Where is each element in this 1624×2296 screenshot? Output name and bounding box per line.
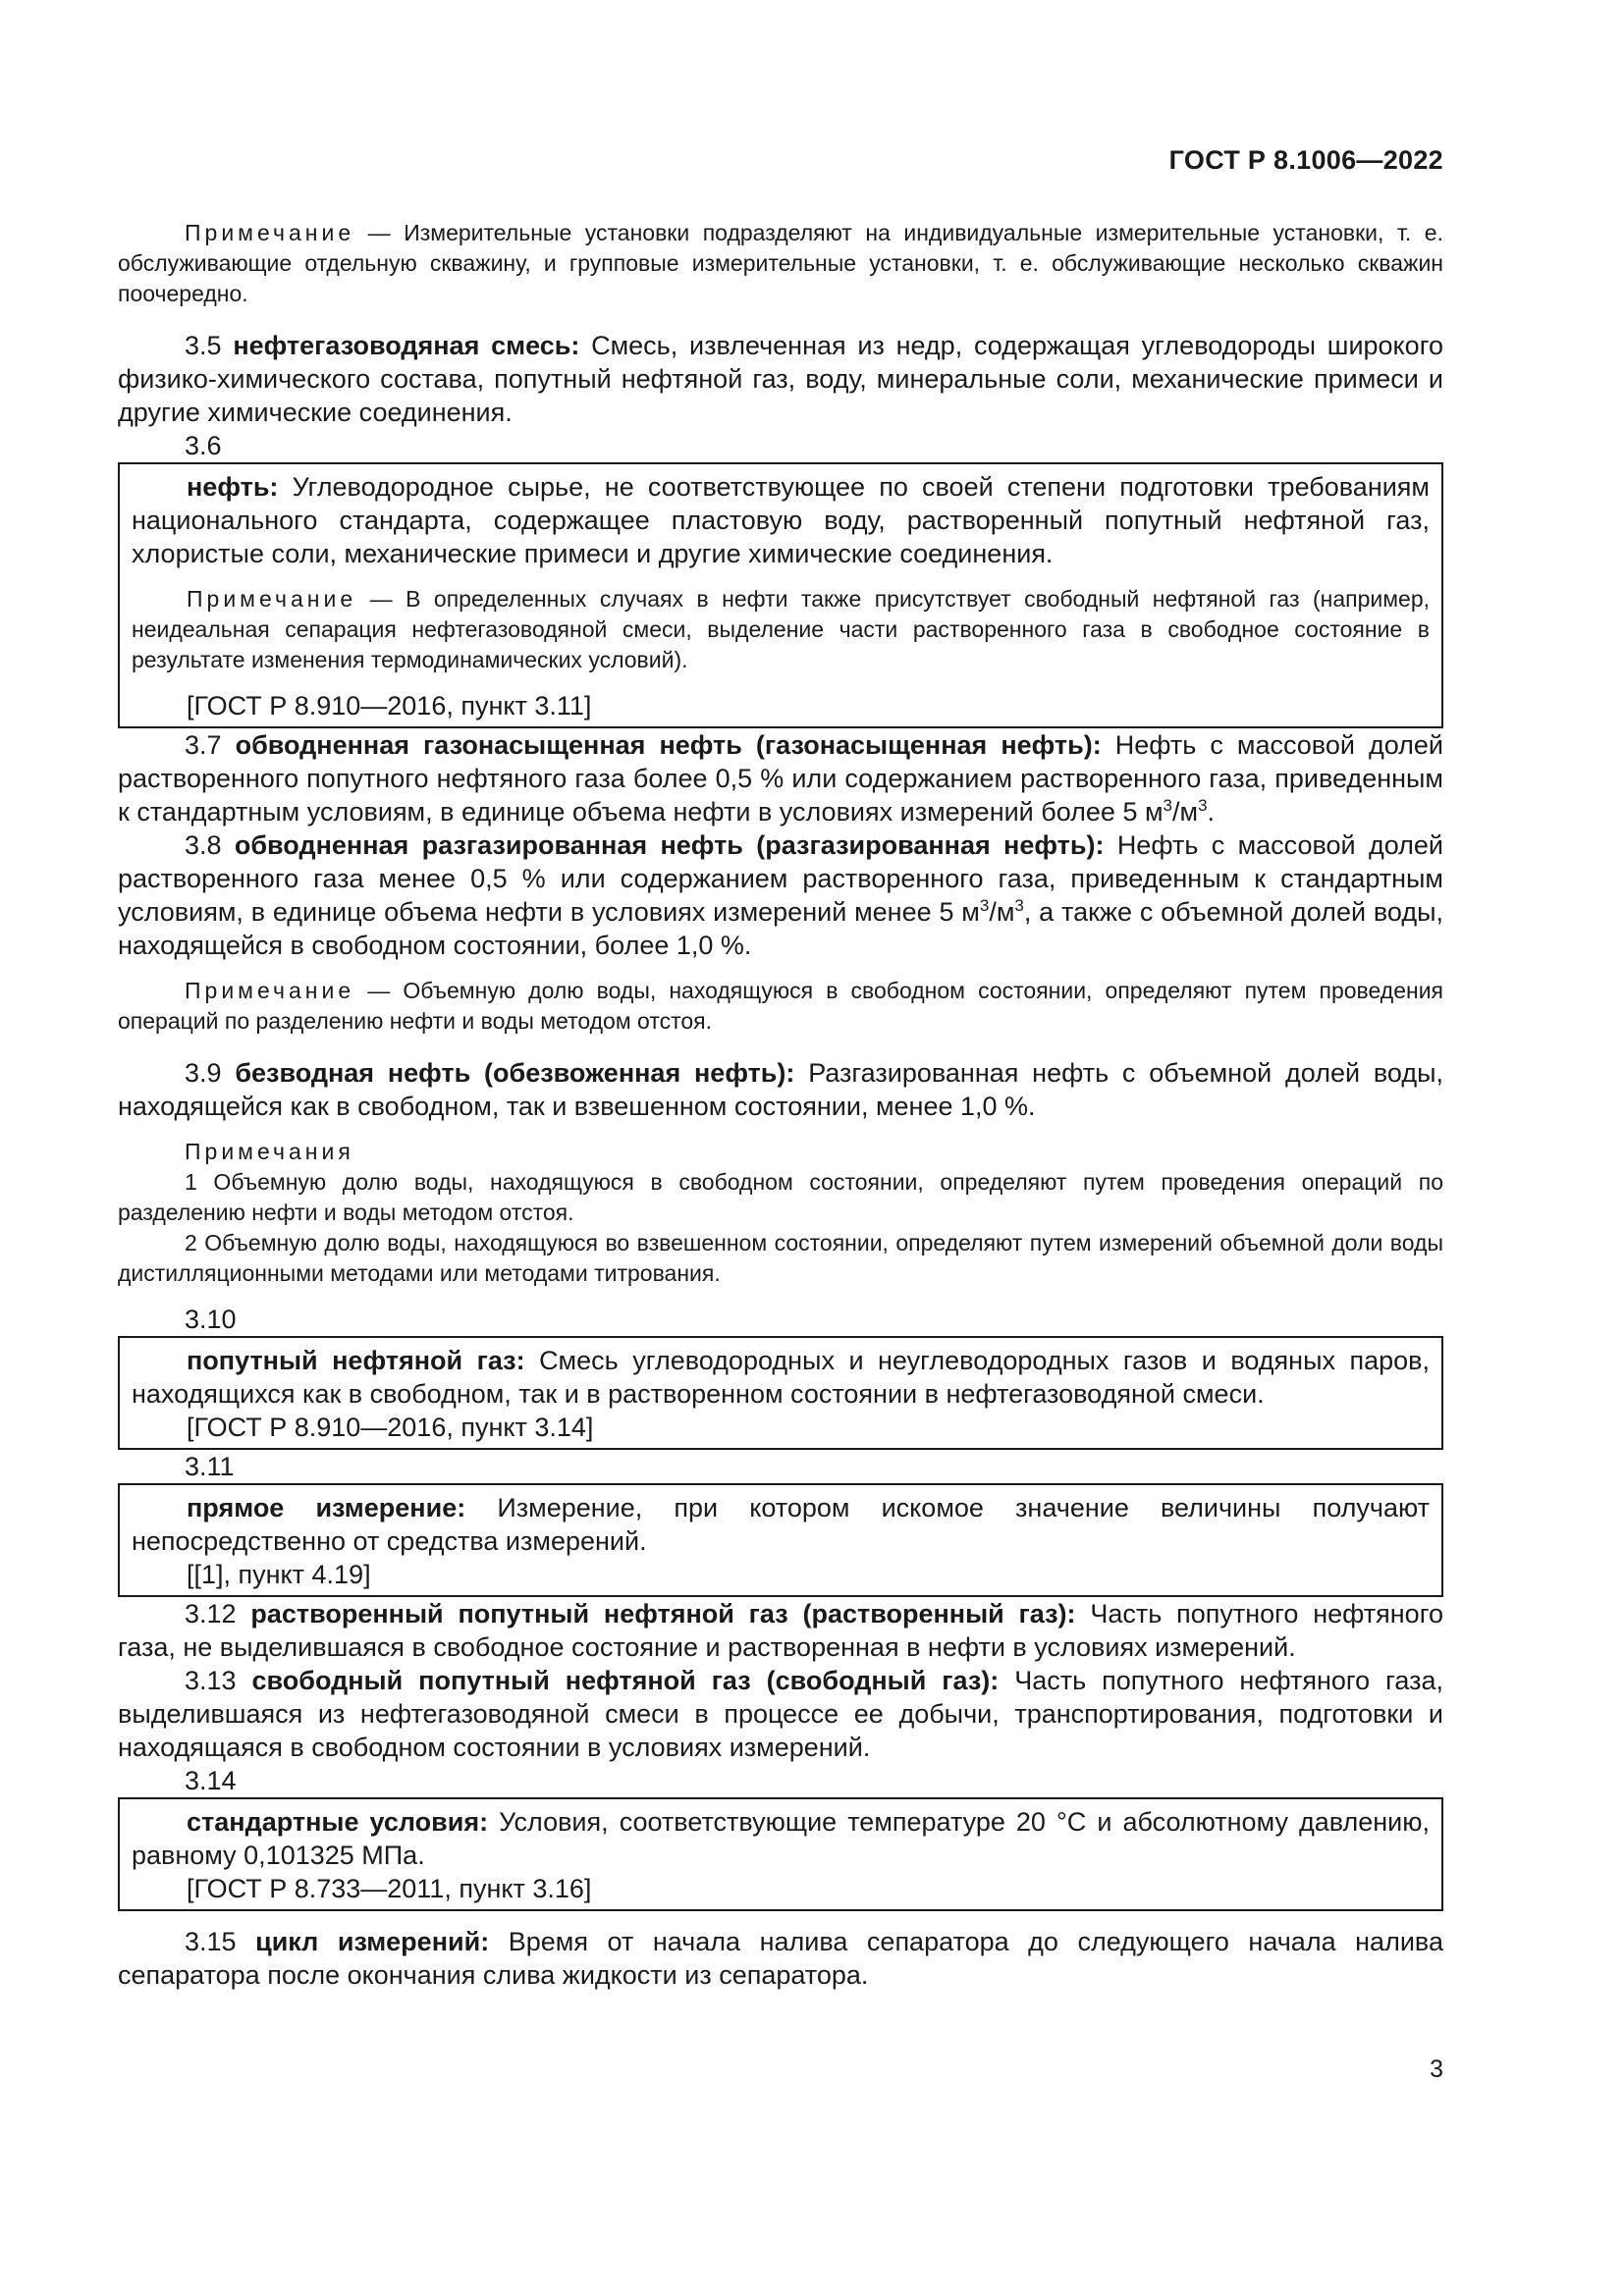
definition-3-10: попутный нефтяной газ: Смесь углеводородных и неуглеводородных газов и водяных паров, находящихся как в свободном, так и в растворенном состоянии в нефтегазоводяной смеси. xyxy=(132,1346,1430,1409)
term: свободный попутный нефтяной газ (свободный газ): xyxy=(251,1666,1000,1695)
term: цикл измерений: xyxy=(255,1927,490,1956)
definition-3-14: стандартные условия: Условия, соответствующие температуре 20 °C и абсолютному давлению, равному 0,101325 МПа. xyxy=(132,1807,1430,1870)
term: растворенный попутный нефтяной газ (растворенный газ): xyxy=(250,1599,1076,1629)
term: нефть: xyxy=(187,472,279,502)
definition-3-11: прямое измерение: Измерение, при котором искомое значение величины получают непосредственно от средства измерений. xyxy=(132,1493,1430,1556)
definition-3-7: 3.7 обводненная газонасыщенная нефть (газонасыщенная нефть): Нефть с массовой долей растворенного попутного нефтяного газа более 0,5 % или содержанием растворенного газа, приведенным к стандартным условиям, в единице объема нефти в условиях измерений более 5 $м^3/м^3$. xyxy=(118,730,1443,827)
note-3-8: Примечание — Объемную долю воды, находящуюся в свободном состоянии, определяют путем проведения операций по разделению нефти и воды методом отстоя. xyxy=(118,978,1444,1034)
definition-3-12: 3.12 растворенный попутный нефтяной газ (растворенный газ): Часть попутного нефтяного газа, не выделившаяся в свободное состояние и растворенная в нефти в условиях измерений. xyxy=(118,1599,1443,1662)
source-reference: [ГОСТ Р 8.910—2016, пункт 3.11] xyxy=(187,691,592,721)
term: обводненная газонасыщенная нефть (газонасыщенная нефть): xyxy=(235,730,1102,760)
source-reference: [ГОСТ Р 8.733—2011, пункт 3.16] xyxy=(187,1874,592,1903)
document-page xyxy=(118,0,1443,2296)
definition-3-9: 3.9 безводная нефть (обезвоженная нефть): Разгазированная нефть с объемной долей воды, находящейся как в свободном, так и взвешенном состоянии, менее 1,0 %. xyxy=(118,1058,1443,1121)
term: нефтегазоводяная смесь: xyxy=(233,331,580,360)
source-reference: [[1], пункт 4.19] xyxy=(187,1560,371,1589)
source-reference: [ГОСТ Р 8.910—2016, пункт 3.14] xyxy=(187,1413,594,1442)
clause-number-3-6: 3.6 xyxy=(185,431,222,460)
note-item: 2 Объемную долю воды, находящуюся во взвешенном состоянии, определяют путем измерений объемной доли воды дистилляционными методами или методами титрования. xyxy=(118,1230,1443,1286)
term: прямое измерение: xyxy=(187,1493,466,1522)
definition-box-3-6 xyxy=(118,462,1443,728)
definition-3-13: 3.13 свободный попутный нефтяной газ (свободный газ): Часть попутного нефтяного газа, выделившаяся из нефтегазоводяной смеси в процессе ее добычи, транспортирования, подготовки и находящаяся в свободном состоянии в условиях измерений. xyxy=(118,1666,1443,1762)
notes-heading: Примечания xyxy=(185,1139,354,1164)
definition-box-3-11 xyxy=(118,1483,1443,1597)
definition-box-3-14 xyxy=(118,1797,1443,1911)
definition-3-15: 3.15 цикл измерений: Время от начала налива сепаратора до следующего начала налива сепаратора после окончания слива жидкости из сепаратора. xyxy=(118,1927,1443,1990)
note-item: 1 Объемную долю воды, находящуюся в свободном состоянии, определяют путем проведения операций по разделению нефти и воды методом отстоя. xyxy=(118,1169,1443,1225)
definition-box-3-10 xyxy=(118,1336,1443,1450)
term: стандартные условия: xyxy=(187,1807,489,1837)
clause-number-3-10: 3.10 xyxy=(185,1305,237,1334)
definition-3-5: 3.5 нефтегазоводяная смесь: Смесь, извлеченная из недр, содержащая углеводороды широкого физико-химического состава, попутный нефтяной газ, воду, минеральные соли, механические примеси и другие химические соединения. xyxy=(118,331,1443,427)
definition-3-8: 3.8 обводненная разгазированная нефть (разгазированная нефть): Нефть с массовой долей растворенного газа менее 0,5 % или содержанием растворенного газа, приведенным к стандартным условиям, в единице объема нефти в условиях измерений менее 5 $м^3/м^3$, а также с объемной долей воды, находящейся в свободном состоянии, более 1,0 %. xyxy=(118,830,1443,960)
term: попутный нефтяной газ: xyxy=(187,1346,525,1375)
term: безводная нефть (обезвоженная нефть): xyxy=(235,1058,795,1088)
note-3-6: Примечание — В определенных случаях в нефти также присутствует свободный нефтяной газ (например, неидеальная сепарация нефтегазоводяной смеси, выделение части растворенного газа в свободное состояние в результате изменения термодинамических условий). xyxy=(132,586,1431,672)
page-number: 3 xyxy=(1430,2056,1443,2083)
definition-3-6: нефть: Углеводородное сырье, не соответствующее по своей степени подготовки требованиям национального стандарта, содержащее пластовую воду, растворенный попутный нефтяной газ, хлористые соли, механические примеси и другие химические соединения. xyxy=(132,472,1430,568)
note-label: Примечание xyxy=(185,220,355,245)
document-body xyxy=(118,218,1443,1992)
clause-number-3-14: 3.14 xyxy=(185,1766,237,1795)
document-header: ГОСТ Р 8.1006—2022 xyxy=(1168,145,1443,175)
clause-number-3-11: 3.11 xyxy=(185,1452,235,1481)
term: обводненная разгазированная нефть (разгазированная нефть): xyxy=(234,830,1105,860)
note-installations: Примечание — Измерительные установки подразделяют на индивидуальные измерительные установки, т. е. обслуживающие отдельную скважину, и групповые измерительные установки, т. е. обслуживающие несколько скважин поочередно. xyxy=(118,220,1443,306)
